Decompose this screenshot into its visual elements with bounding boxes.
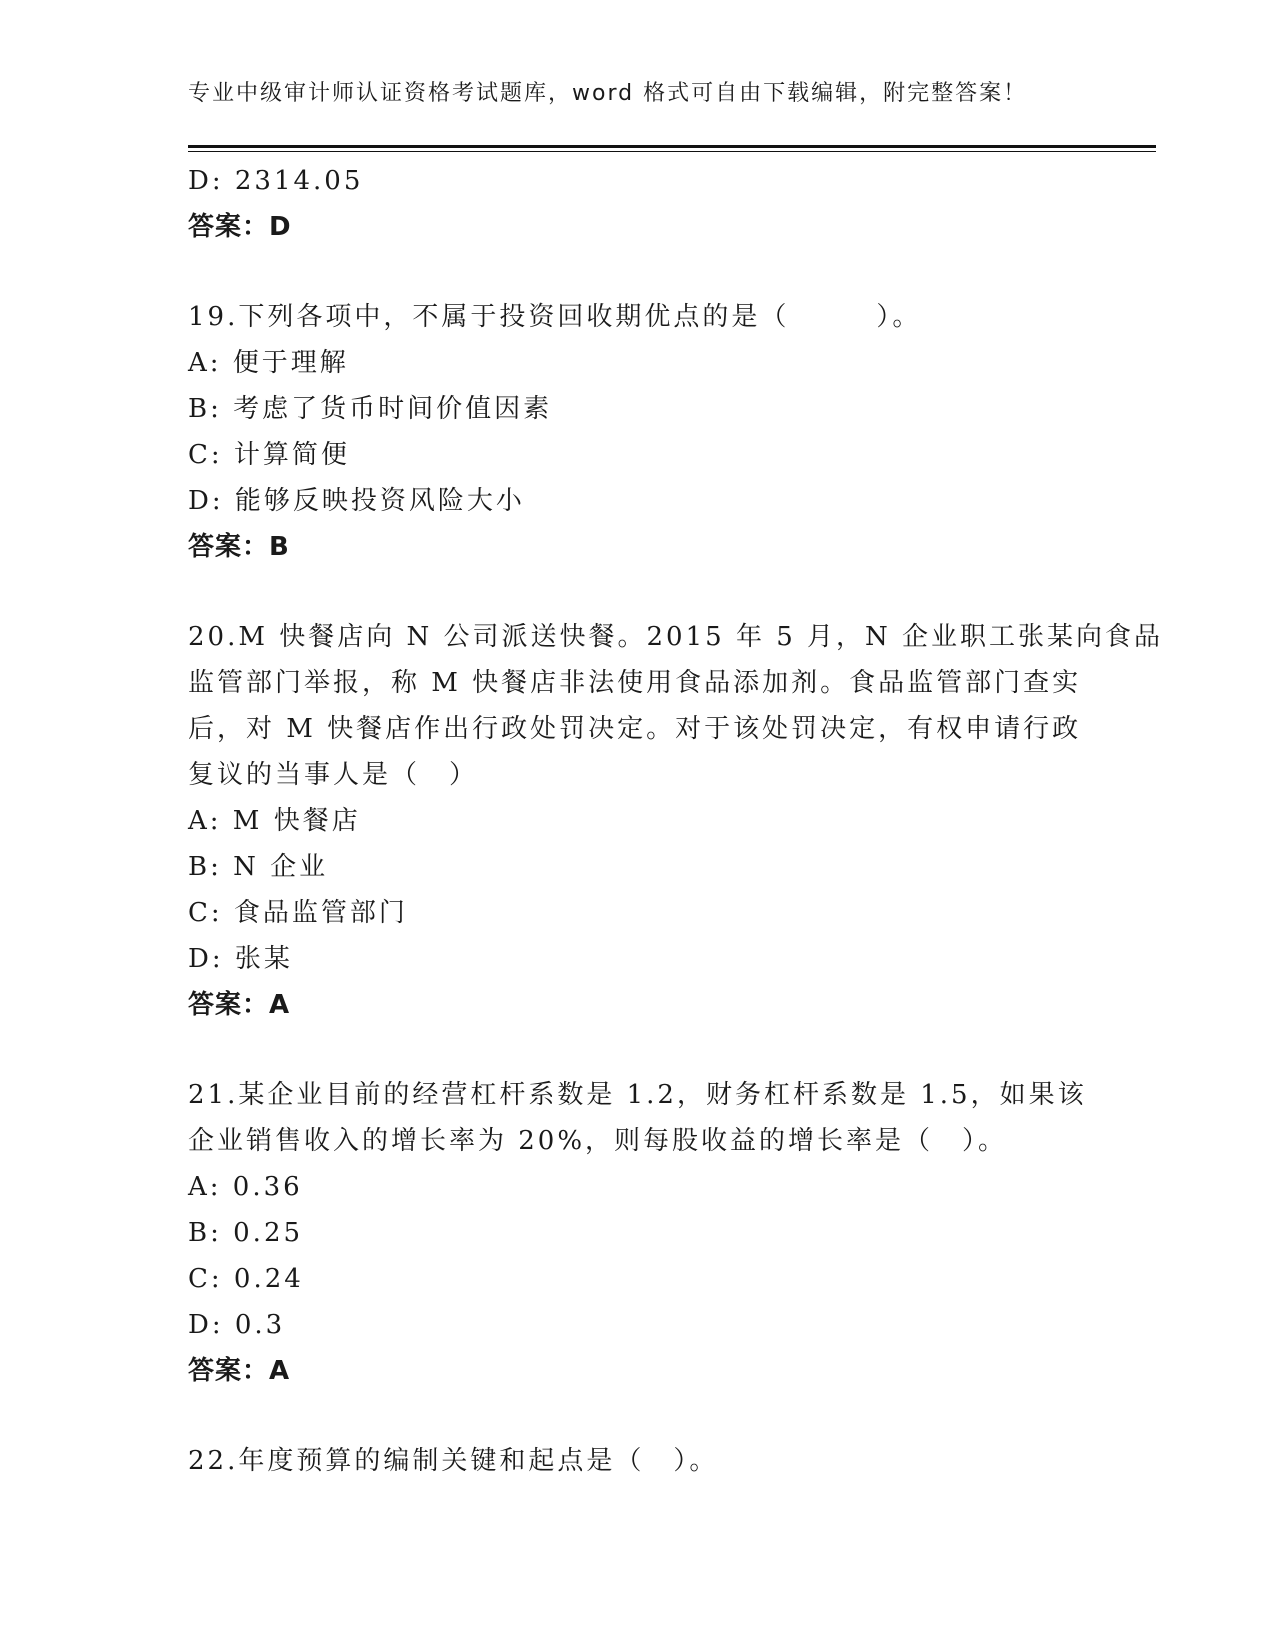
question-21-option-b: B: 0.25 bbox=[188, 1218, 304, 1248]
spacer bbox=[188, 570, 1088, 614]
question-20-option-b: B: N 企业 bbox=[188, 852, 329, 882]
question-21-stem-line-1: 21.某企业目前的经营杠杆系数是 1.2，财务杠杆系数是 1.5，如果该 bbox=[188, 1080, 1087, 1110]
question-19-option-a: A: 便于理解 bbox=[188, 348, 349, 378]
question-20-stem-line-3: 后，对 M 快餐店作出行政处罚决定。对于该处罚决定，有权申请行政 bbox=[188, 714, 1082, 744]
question-19-option-d: D: 能够反映投资风险大小 bbox=[188, 486, 525, 516]
question-22 bbox=[188, 1438, 1088, 1484]
question-21-option-c: C: 0.24 bbox=[188, 1264, 304, 1294]
question-20-stem-line-4: 复议的当事人是（ ） bbox=[188, 760, 479, 790]
question-20-answer: 答案：A bbox=[188, 990, 291, 1020]
question-22-stem: 22.年度预算的编制关键和起点是（ ）。 bbox=[188, 1446, 719, 1476]
question-21 bbox=[188, 1072, 1088, 1394]
question-20 bbox=[188, 614, 1164, 1028]
question-20-option-a: A: M 快餐店 bbox=[188, 806, 361, 836]
question-20-stem-line-2: 监管部门举报，称 M 快餐店非法使用食品添加剂。食品监管部门查实 bbox=[188, 668, 1082, 698]
question-20-option-d: D: 张某 bbox=[188, 944, 293, 974]
question-21-answer: 答案：A bbox=[188, 1356, 291, 1386]
question-19-option-b: B: 考虑了货币时间价值因素 bbox=[188, 394, 553, 424]
prev-answer: 答案：D bbox=[188, 212, 292, 242]
question-21-option-d: D: 0.3 bbox=[188, 1310, 286, 1340]
question-21-option-a: A: 0.36 bbox=[188, 1172, 303, 1202]
question-20-stem-line-1: 20.M 快餐店向 N 公司派送快餐。2015 年 5 月，N 企业职工张某向食品 bbox=[188, 622, 1164, 652]
spacer bbox=[188, 1028, 1088, 1072]
prev-option-d: D: 2314.05 bbox=[188, 166, 364, 196]
spacer bbox=[188, 1394, 1088, 1438]
question-19 bbox=[188, 294, 1088, 570]
question-19-stem: 19.下列各项中，不属于投资回收期优点的是（ ）。 bbox=[188, 302, 922, 332]
question-19-answer: 答案：B bbox=[188, 532, 290, 562]
document-body bbox=[188, 158, 1164, 1484]
spacer bbox=[188, 250, 1088, 294]
header-divider-thick bbox=[188, 145, 1156, 148]
page-header-title: 专业中级审计师认证资格考试题库，word 格式可自由下载编辑，附完整答案！ bbox=[188, 81, 1028, 106]
question-19-option-c: C: 计算简便 bbox=[188, 440, 350, 470]
question-21-stem-line-2: 企业销售收入的增长率为 20%，则每股收益的增长率是（ ）。 bbox=[188, 1126, 1008, 1156]
question-20-option-c: C: 食品监管部门 bbox=[188, 898, 408, 928]
header-divider-thin bbox=[188, 151, 1156, 152]
